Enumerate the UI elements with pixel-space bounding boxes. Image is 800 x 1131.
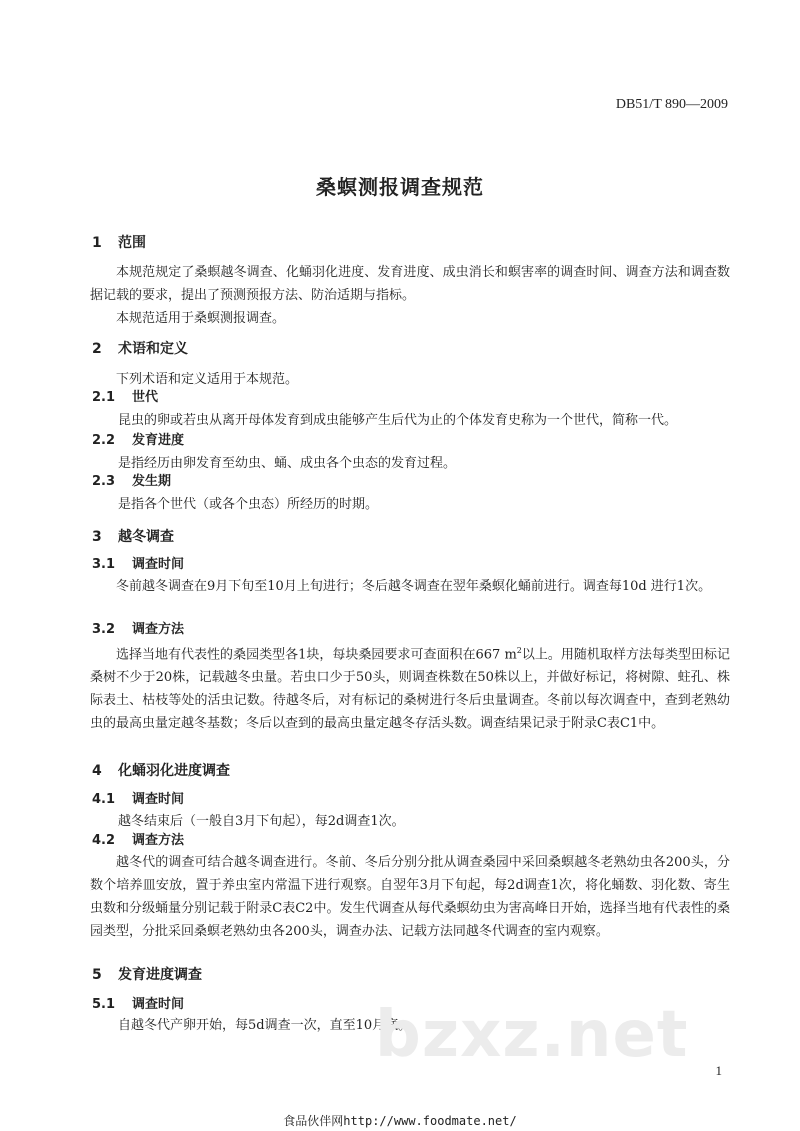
paragraph: 本规范规定了桑螟越冬调查、化蛹羽化进度、发育进度、成虫消长和螟害率的调查时间、调查方法和调查数据记载的要求，提出了预测预报方法、防治适期与指标。	[90, 265, 730, 303]
subsection-heading-4-1: 4.1 调查时间	[92, 792, 185, 807]
subsection-heading-2-3: 2.3 发生期	[92, 474, 172, 489]
page-title: 桑螟测报调查规范	[316, 175, 484, 199]
paragraph: 下列术语和定义适用于本规范。	[116, 372, 299, 387]
paragraph: 选择当地有代表性的桑园类型各1块，每块桑园要求可查面积在667 $m^2$以上。用随机取样方法每类型田标记桑树不少于20株，记载越冬虫量。若虫口少于50头，则调查株数在50株以上，并做好标记，将树隙、蛀孔、株际表土、枯枝等处的活虫记数。待越冬后，对有标记的桑树进行冬后虫量调查。冬前以每次调查中，查到老熟幼虫的最高虫量定越冬基数；冬后以查到的最高虫量定越冬存活头数。调查结果记录于附录C表C1中。	[90, 646, 730, 732]
section-heading-4: 4 化蛹羽化进度调查	[92, 763, 230, 779]
watermark: bzxz.net	[375, 998, 689, 1072]
paragraph: 越冬代的调查可结合越冬调查进行。冬前、冬后分别分批从调查桑园中采回桑螟越冬老熟幼虫各200头，分数个培养皿安放，置于养虫室内常温下进行观察。自翌年3月下旬起，每2d调查1次，将化蛹数、羽化数、寄生虫数和分级蛹量分别记载于附录C表C2中。发生代调查从每代桑螟幼虫为害高峰日开始，选择当地有代表性的桑园类型，分批采回桑螟老熟幼虫各200头，调查办法、记载方法同越冬代调查的室内观察。	[90, 855, 730, 939]
paragraph: 越冬结束后（一般自3月下旬起），每2d调查1次。	[118, 814, 405, 829]
section-heading-3: 3 越冬调查	[92, 529, 174, 545]
subsection-heading-3-2: 3.2 调查方法	[92, 622, 185, 637]
section-heading-2: 2 术语和定义	[92, 341, 188, 357]
page-number: 1	[715, 1063, 722, 1078]
subsection-heading-4-2: 4.2 调查方法	[92, 833, 185, 848]
standard-code: DB51/T 890—2009	[615, 97, 728, 112]
section-heading-1: 1 范围	[92, 235, 146, 251]
paragraph: 是指经历由卵发育至幼虫、蛹、成虫各个虫态的发育过程。	[118, 456, 457, 471]
section-heading-5: 5 发育进度调查	[92, 967, 202, 983]
subsection-heading-3-1: 3.1 调查时间	[92, 557, 185, 572]
subsection-heading-5-1: 5.1 调查时间	[92, 997, 185, 1012]
paragraph: 自越冬代产卵开始，每5d调查一次，直至10月底。	[118, 1018, 412, 1033]
paragraph: 本规范适用于桑螟测报调查。	[116, 311, 286, 326]
footer-source: 食品伙伴网http://www.foodmate.net/	[283, 1114, 517, 1128]
paragraph: 昆虫的卵或若虫从离开母体发育到成虫能够产生后代为止的个体发育史称为一个世代，简称一代。	[118, 413, 678, 428]
subsection-heading-2-2: 2.2 发育进度	[92, 433, 185, 448]
paragraph: 是指各个世代（或各个虫态）所经历的时期。	[118, 497, 379, 512]
subsection-heading-2-1: 2.1 世代	[92, 390, 159, 405]
paragraph: 冬前越冬调查在9月下旬至10月上旬进行；冬后越冬调查在翌年桑螟化蛹前进行。调查每10d 进行1次。	[116, 579, 712, 594]
